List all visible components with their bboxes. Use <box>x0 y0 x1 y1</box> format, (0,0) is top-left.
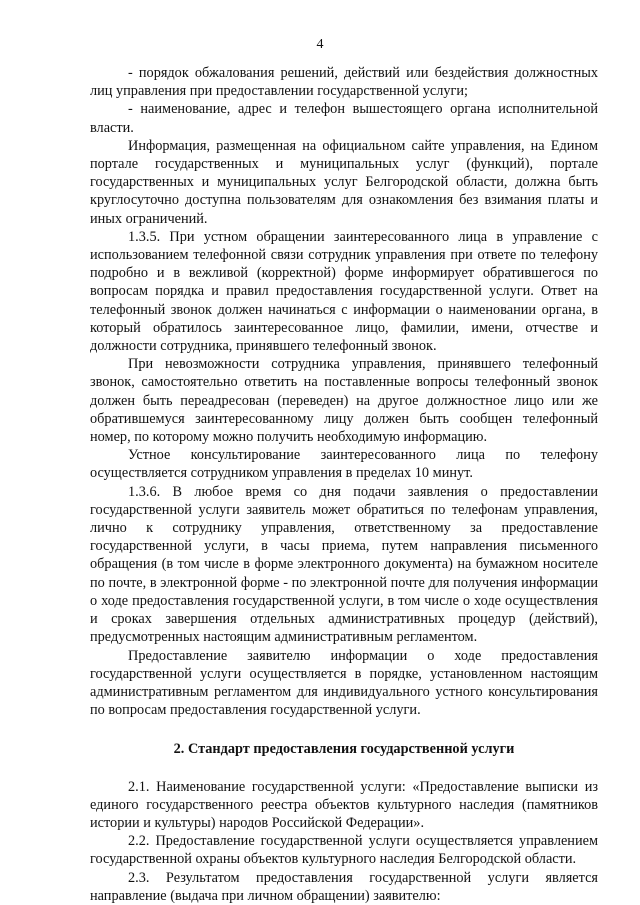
paragraph-2-1: 2.1. Наименование государственной услуги: «Предоставление выписки из единого государственного реестра объектов культурного наследия (памятников истории и культуры) народов Российской Федерации». <box>90 778 598 831</box>
paragraph-1-3-6: 1.3.6. В любое время со дня подачи заявления о предоставлении государственной услуги заявитель может обратиться по телефонам управления, лично к сотруднику управления, ответственному за предоставление государственной услуги, в часы приема, путем направления письменного обращения (в том числе в форме электронного документа) на бумажном носителе по почте, в электронной форме - по электронной почте для получения информации о ходе предоставления государственной услуги, в том числе о ходе осуществления и сроках завершения отдельных административных процедур (действий), предусмотренных настоящим административным регламентом. <box>90 483 598 646</box>
document-body <box>90 64 598 905</box>
page-number: 4 <box>316 37 324 52</box>
paragraph-phone-consulting: Устное консультирование заинтересованного лица по телефону осуществляется сотрудником управления в пределах 10 минут. <box>90 447 598 482</box>
list-item-appeal-procedure: - порядок обжалования решений, действий или бездействия должностных лиц управления при предоставлении государственной услуги; <box>90 65 598 100</box>
paragraph-call-redirect: При невозможности сотрудника управления, принявшего телефонный звонок, самостоятельно ответить на поставленные вопросы телефонный звонок должен быть переадресован (переведен) на другое должностное лицо или же обратившемуся заинтересованному лицу должен быть сообщен телефонный номер, по которому можно получить необходимую информацию. <box>90 356 598 446</box>
paragraph-website-info: Информация, размещенная на официальном сайте управления, на Едином портале государственных и муниципальных услуг (функций), портале государственных и муниципальных услуг Белгородской области, должна быть круглосуточно доступна пользователям для ознакомления без взимания платы и иных ограничений. <box>90 137 598 227</box>
list-item-higher-authority: - наименование, адрес и телефон вышестоящего органа исполнительной власти. <box>90 101 598 136</box>
paragraph-2-3: 2.3. Результатом предоставления государственной услуги является направление (выдача при личном обращении) заявителю: <box>90 869 598 904</box>
paragraph-1-3-5: 1.3.5. При устном обращении заинтересованного лица в управление с использованием телефонной связи сотрудник управления при ответе по телефону подробно и в вежливой (корректной) форме информирует обратившегося по вопросам порядка и правил предоставления государственной услуги. Ответ на телефонный звонок должен начинаться с информации о наименовании органа, в который обратилось заинтересованное лицо, фамилии, имени, отчестве и должности сотрудника, принявшего телефонный звонок. <box>90 228 598 355</box>
section-heading: 2. Стандарт предоставления государственной услуги <box>173 741 515 758</box>
paragraph-progress-info: Предоставление заявителю информации о ходе предоставления государственной услуги осуществляется в порядке, установленном настоящим административным регламентом для индивидуального устного консультирования по вопросам предоставления государственной услуги. <box>90 647 598 719</box>
paragraph-2-2: 2.2. Предоставление государственной услуги осуществляется управлением государственной охраны объектов культурного наследия Белгородской области. <box>90 833 598 868</box>
